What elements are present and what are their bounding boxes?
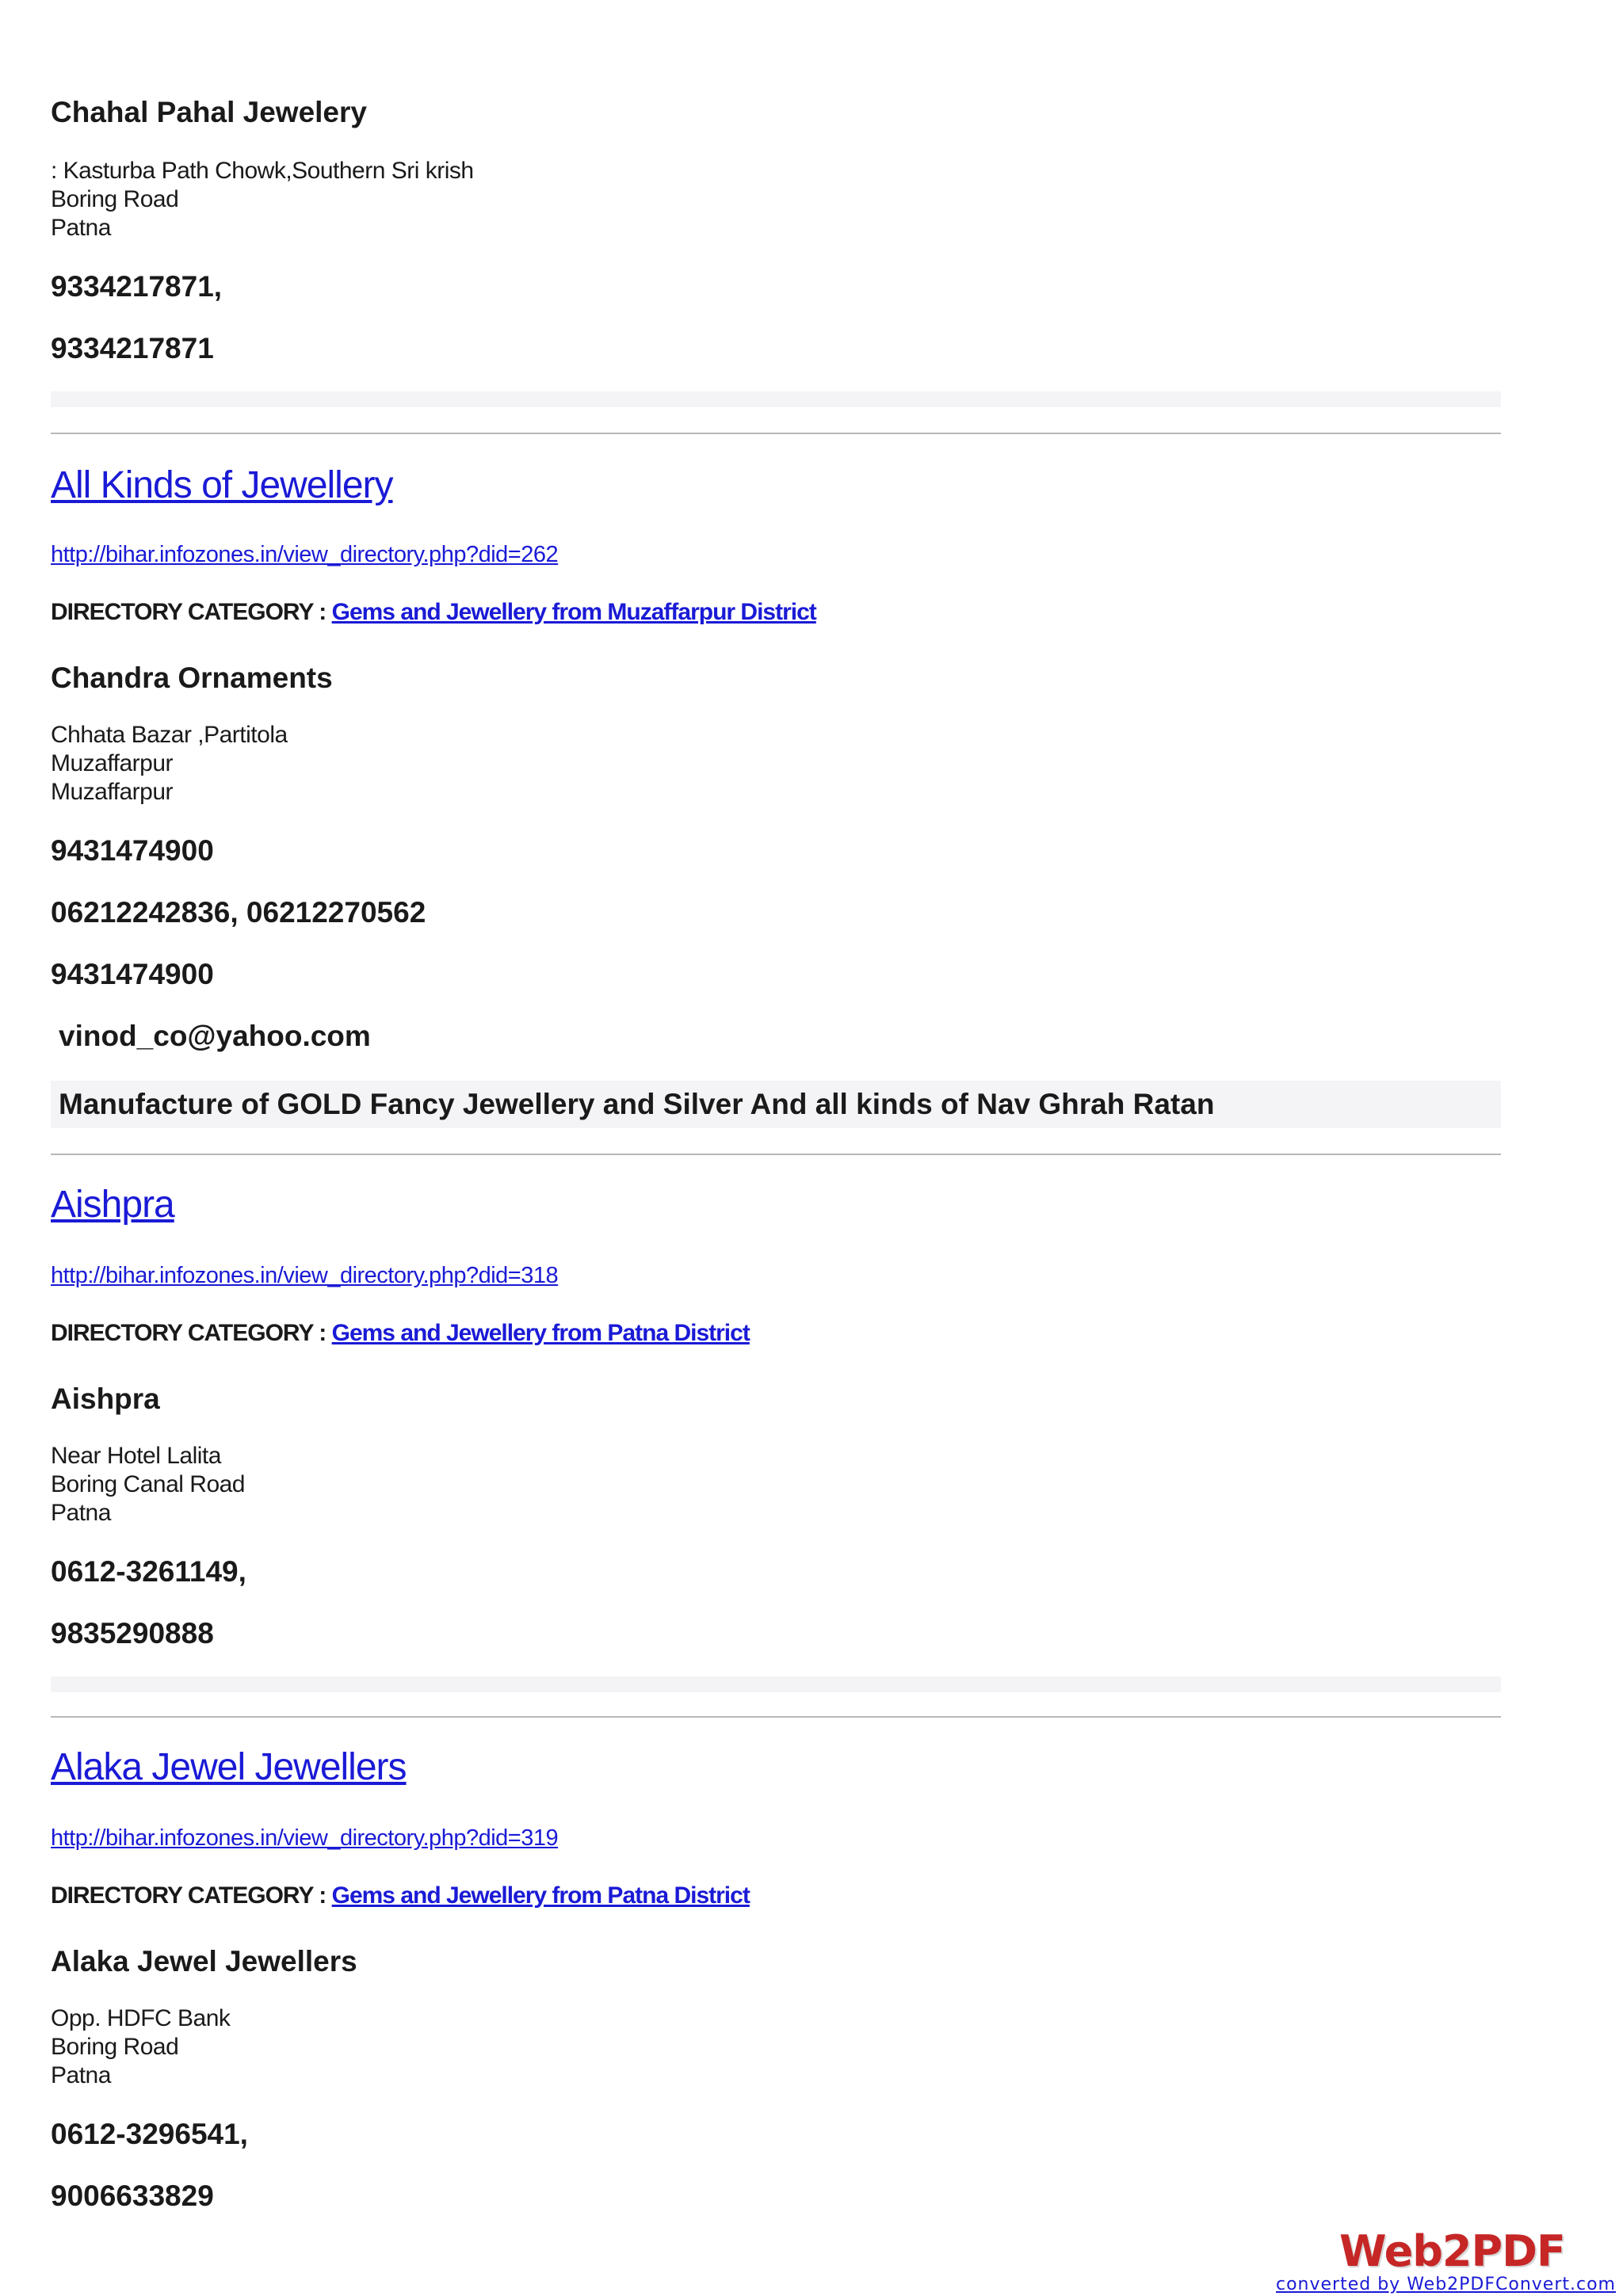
converted-by-link[interactable]: converted by Web2PDFConvert.com (1276, 2275, 1616, 2294)
phone-number: 9431474900 (51, 834, 214, 867)
address-block (51, 2004, 230, 2090)
category-label: DIRECTORY CATEGORY : (51, 1320, 327, 1346)
phone-number: 9334217871, (51, 270, 223, 303)
listing-title-link[interactable]: All Kinds of Jewellery (51, 464, 393, 506)
description-box (51, 1676, 1501, 1692)
directory-category (51, 1318, 750, 1348)
phone-number: 0612-3296541, (51, 2118, 248, 2150)
phone-number: 9835290888 (51, 1617, 214, 1650)
business-name: Chandra Ornaments (51, 662, 333, 694)
address-line: Boring Road (51, 186, 179, 212)
listing-url-link[interactable]: http://bihar.infozones.in/view_directory.php?did=318 (51, 1263, 559, 1288)
address-line: Boring Road (51, 2034, 179, 2060)
category-label: DIRECTORY CATEGORY : (51, 1882, 327, 1909)
address-line: Muzaffarpur (51, 750, 174, 776)
listing-title-link[interactable]: Alaka Jewel Jewellers (51, 1746, 407, 1788)
category-label: DIRECTORY CATEGORY : (51, 599, 327, 625)
directory-category (51, 1881, 750, 1911)
phone-number: 9006633829 (51, 2180, 214, 2212)
address-line: : Kasturba Path Chowk,Southern Sri krish (51, 158, 474, 184)
phone-number: 06212242836, 06212270562 (51, 896, 426, 929)
address-line: Opp. HDFC Bank (51, 2005, 231, 2031)
address-line: Chhata Bazar ,Partitola (51, 722, 288, 748)
address-block (51, 1442, 245, 1527)
phone-number: 9431474900 (51, 958, 214, 990)
address-line: Near Hotel Lalita (51, 1443, 221, 1469)
description-box: Manufacture of GOLD Fancy Jewellery and Silver And all kinds of Nav Ghrah Ratan (51, 1081, 1501, 1128)
address-block (51, 157, 474, 242)
address-line: Patna (51, 1500, 111, 1526)
business-name: Alaka Jewel Jewellers (51, 1945, 357, 1978)
email-address: vinod_co@yahoo.com (59, 1020, 371, 1052)
description-box (51, 391, 1501, 407)
phone-number: 0612-3261149, (51, 1555, 246, 1588)
entry-divider (51, 1716, 1501, 1718)
entry-divider (51, 1154, 1501, 1155)
address-line: Boring Canal Road (51, 1471, 245, 1497)
category-link[interactable]: Gems and Jewellery from Patna District (331, 1320, 750, 1346)
address-line: Patna (51, 215, 111, 241)
entry-divider (51, 433, 1501, 434)
business-name: Aishpra (51, 1383, 160, 1415)
address-line: Patna (51, 2062, 111, 2088)
business-name: Chahal Pahal Jewelery (51, 96, 367, 128)
logo-text: Web2PDF (1339, 2226, 1565, 2276)
category-link[interactable]: Gems and Jewellery from Muzaffarpur District (331, 599, 816, 625)
listing-title-link[interactable]: Aishpra (51, 1184, 174, 1226)
web2pdf-logo (1339, 2226, 1565, 2276)
directory-category (51, 597, 816, 627)
address-block (51, 721, 288, 807)
phone-number: 9334217871 (51, 332, 214, 364)
listing-url-link[interactable]: http://bihar.infozones.in/view_directory.php?did=262 (51, 542, 559, 567)
category-link[interactable]: Gems and Jewellery from Patna District (331, 1882, 750, 1909)
listing-url-link[interactable]: http://bihar.infozones.in/view_directory.php?did=319 (51, 1825, 559, 1851)
address-line: Muzaffarpur (51, 779, 174, 805)
